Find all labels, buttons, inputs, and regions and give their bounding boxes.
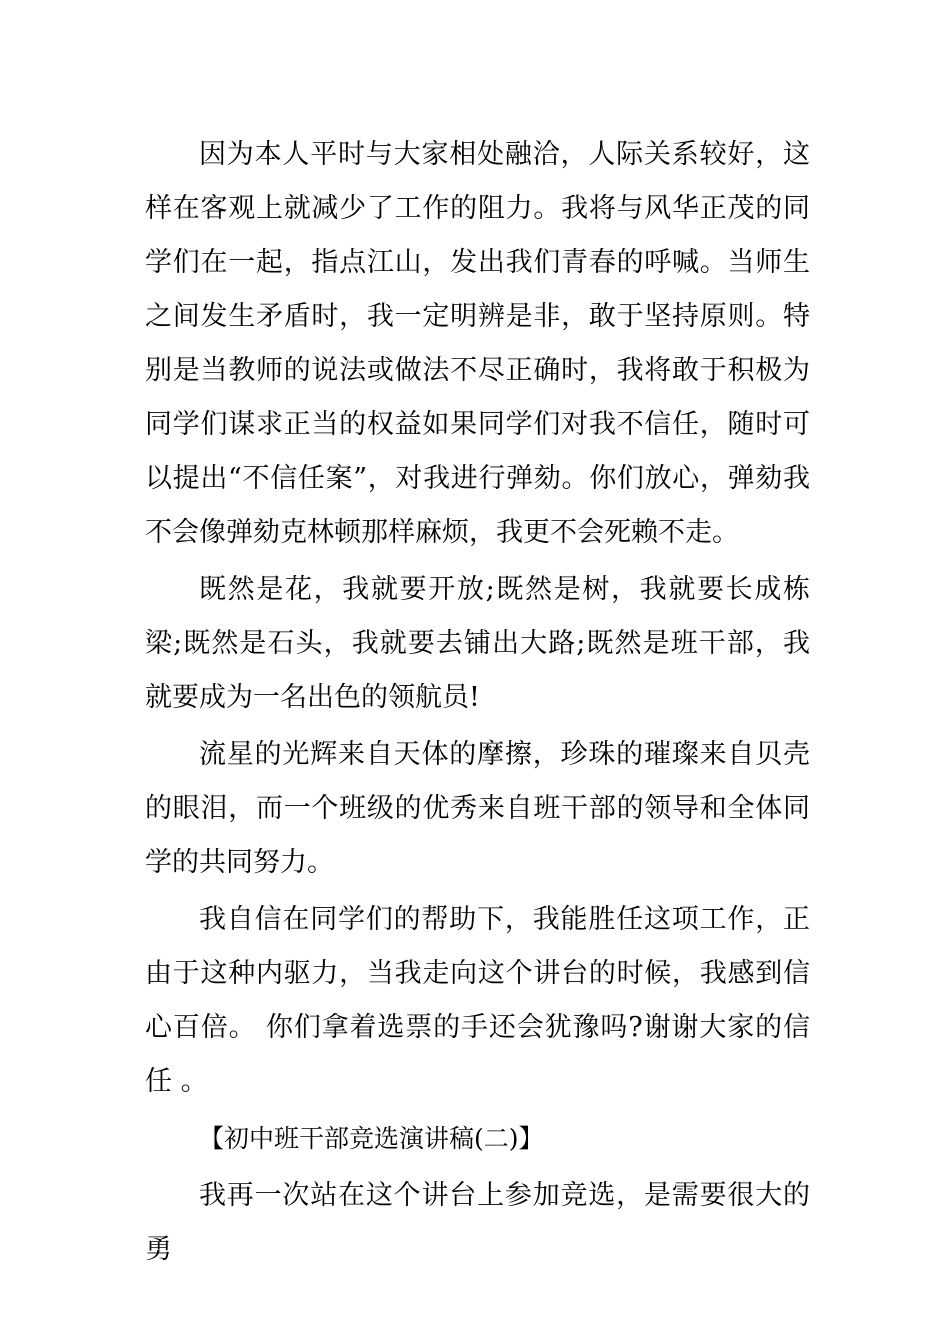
paragraph-1: 因为本人平时与大家相处融洽，人际关系较好，这样在客观上就减少了工作的阻力。我将与风华正茂的同学们在一起，指点江山，发出我们青春的呼喊。当师生之间发生矛盾时，我一定明辨是非，敢于坚持原则。特别是当教师的说法或做法不尽正确时，我将敢于积极为同学们谋求正当的权益如果同学们对我不信任，随时可以提出“不信任案”，对我进行弹劾。你们放心，弹劾我不会像弹劾克林顿那样麻烦，我更不会死赖不走。: [145, 139, 810, 548]
document-body: [145, 128, 810, 1280]
section-heading: 【初中班干部竞选演讲稿(二)】: [199, 1124, 544, 1153]
paragraph-3: 流星的光辉来自天体的摩擦，珍珠的璀璨来自贝壳的眼泪，而一个班级的优秀来自班干部的领导和全体同学的共同努力。: [145, 739, 810, 878]
paragraph-5: 我再一次站在这个讲台上参加竞选，是需要很大的勇: [145, 1180, 810, 1265]
paragraph-4: 我自信在同学们的帮助下，我能胜任这项工作，正由于这种内驱力，当我走向这个讲台的时候，我感到信心百倍。 你们拿着选票的手还会犹豫吗?谢谢大家的信任 。: [145, 904, 810, 1097]
paragraph-2: 既然是花，我就要开放;既然是树，我就要长成栋梁;既然是石头，我就要去铺出大路;既然是班干部，我就要成为一名出色的领航员!: [145, 574, 810, 713]
